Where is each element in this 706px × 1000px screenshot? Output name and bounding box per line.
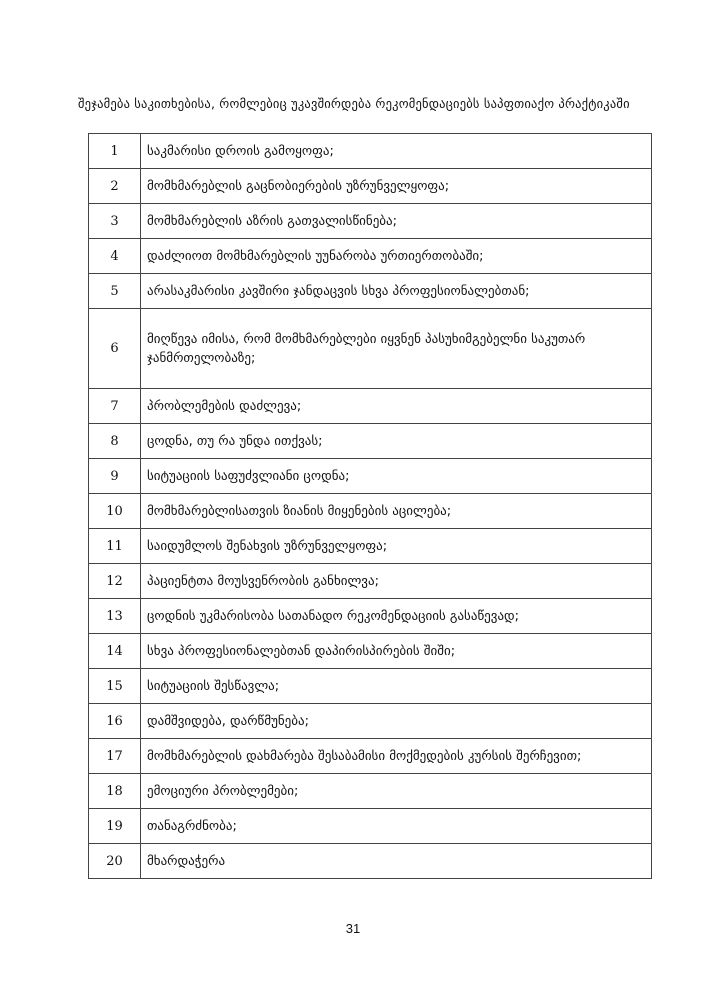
row-number: 5 <box>89 274 141 309</box>
row-text: ემოციური პრობლემები; <box>141 774 652 809</box>
row-text: მხარდაჭერა <box>141 844 652 879</box>
row-number: 2 <box>89 169 141 204</box>
row-text: სიტუაციის შესწავლა; <box>141 669 652 704</box>
row-number: 10 <box>89 494 141 529</box>
row-text: მომხმარებლისათვის ზიანის მიყენების აცილება; <box>141 494 652 529</box>
table-row <box>89 494 652 529</box>
table-body <box>89 134 652 879</box>
row-number: 15 <box>89 669 141 704</box>
table-row <box>89 599 652 634</box>
row-number: 3 <box>89 204 141 239</box>
row-number: 17 <box>89 739 141 774</box>
row-text: პრობლემების დაძლევა; <box>141 389 652 424</box>
row-text: სხვა პროფესიონალებთან დაპირისპირების შიში; <box>141 634 652 669</box>
row-text: მომხმარებლის გაცნობიერების უზრუნველყოფა; <box>141 169 652 204</box>
table-row <box>89 774 652 809</box>
table-row <box>89 704 652 739</box>
row-number: 9 <box>89 459 141 494</box>
row-text: ცოდნის უკმარისობა სათანადო რეკომენდაციის გასაწევად; <box>141 599 652 634</box>
row-text: საკმარისი დროის გამოყოფა; <box>141 134 652 169</box>
table-row <box>89 564 652 599</box>
table-row <box>89 459 652 494</box>
table-row <box>89 529 652 564</box>
row-text: მიღწევა იმისა, რომ მომხმარებლები იყვნენ პასუხიმგებელნი საკუთარ ჯანმრთელობაზე; <box>141 309 652 389</box>
row-text: მომხმარებლის დახმარება შესაბამისი მოქმედების კურსის შერჩევით; <box>141 739 652 774</box>
row-text: სიტუაციის საფუძვლიანი ცოდნა; <box>141 459 652 494</box>
row-text: არასაკმარისი კავშირი ჯანდაცვის სხვა პროფესიონალებთან; <box>141 274 652 309</box>
row-text: დაძლიოთ მომხმარებლის უუნარობა ურთიერთობაში; <box>141 239 652 274</box>
row-text: დამშვიდება, დარწმუნება; <box>141 704 652 739</box>
recommendations-table <box>88 133 652 879</box>
table-row <box>89 809 652 844</box>
row-number: 16 <box>89 704 141 739</box>
table-row <box>89 389 652 424</box>
row-number: 14 <box>89 634 141 669</box>
row-text: მომხმარებლის აზრის გათვალისწინება; <box>141 204 652 239</box>
row-number: 18 <box>89 774 141 809</box>
table-row <box>89 844 652 879</box>
table-row <box>89 274 652 309</box>
table-row <box>89 204 652 239</box>
row-number: 11 <box>89 529 141 564</box>
table-row <box>89 669 652 704</box>
row-number: 8 <box>89 424 141 459</box>
table-row <box>89 169 652 204</box>
table-row <box>89 309 652 389</box>
row-number: 13 <box>89 599 141 634</box>
row-text: საიდუმლოს შენახვის უზრუნველყოფა; <box>141 529 652 564</box>
row-number: 4 <box>89 239 141 274</box>
page-number: 31 <box>345 921 361 936</box>
row-number: 1 <box>89 134 141 169</box>
row-number: 12 <box>89 564 141 599</box>
row-number: 7 <box>89 389 141 424</box>
row-number: 20 <box>89 844 141 879</box>
row-text: პაციენტთა მოუსვენრობის განხილვა; <box>141 564 652 599</box>
table-row <box>89 134 652 169</box>
table-row <box>89 239 652 274</box>
table-row <box>89 634 652 669</box>
table-row <box>89 739 652 774</box>
row-number: 6 <box>89 309 141 389</box>
table-row <box>89 424 652 459</box>
page-heading: შეჯამება საკითხებისა, რომლებიც უკავშირდება რეკომენდაციებს საპფთიაქო პრაქტიკაში <box>78 96 630 111</box>
row-number: 19 <box>89 809 141 844</box>
row-text: ცოდნა, თუ რა უნდა ითქვას; <box>141 424 652 459</box>
row-text: თანაგრძნობა; <box>141 809 652 844</box>
